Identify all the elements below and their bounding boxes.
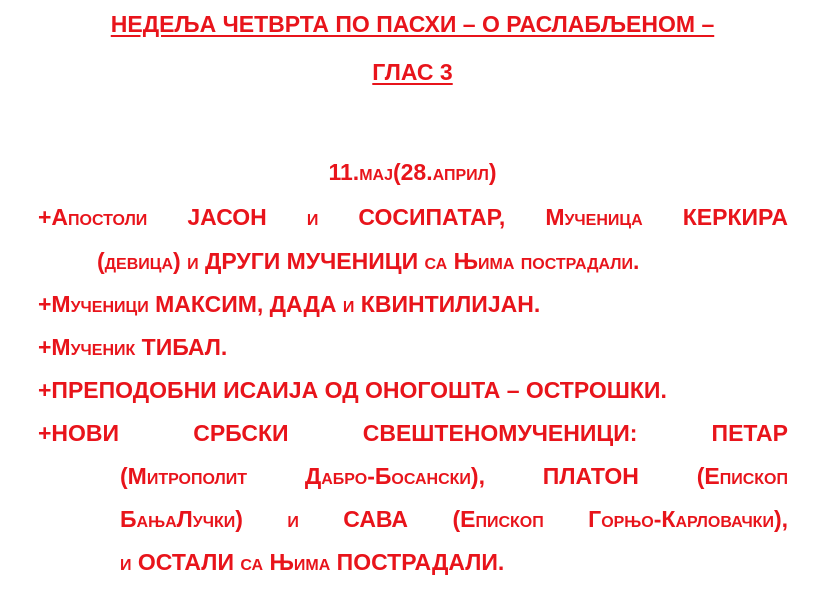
entry-5-word: СВЕШТЕНОМУЧЕНИЦИ:	[362, 420, 638, 446]
entry-5-word: ПЕТАР	[711, 420, 788, 446]
entry-5-word: ПЛАТОН	[542, 463, 639, 489]
entry-5-word: САВА	[343, 506, 409, 532]
entry-5-word: и	[287, 506, 299, 532]
entry-4-line-1: +ПРЕПОДОБНИ ИСАИЈА ОД ОНОГОШТА – ОСТРОШКИ.	[38, 377, 667, 403]
entry-1-word: КЕРКИРА	[682, 204, 788, 230]
entry-5-line-3	[120, 505, 788, 533]
title-line-1: НЕДЕЉА ЧЕТВРТА ПО ПАСХИ – О РАСЛАБЉЕНОМ –	[110, 11, 715, 37]
entry-5-word: +НОВИ	[38, 420, 120, 446]
entry-5-line-1	[38, 419, 788, 447]
entry-1-word: +Апостоли	[38, 204, 148, 230]
entry-5-word: Дабро-Босански),	[304, 463, 485, 489]
title-line-2: ГЛАС 3	[372, 59, 453, 85]
entry-5-word: (Епископ	[696, 463, 788, 489]
entry-1-line-1	[38, 203, 788, 231]
entry-5-line-2	[120, 462, 788, 490]
entry-5-word: Горњо-Карловачки),	[588, 506, 788, 532]
entry-1-word: СОСИПАТАР,	[358, 204, 506, 230]
date-line: 11.мај(28.април)	[328, 159, 497, 185]
entry-1-word: и	[306, 204, 319, 230]
entry-1-line-2: (девица) и ДРУГИ МУЧЕНИЦИ са Њима пострадали.	[97, 248, 640, 274]
entry-1-word: Мученица	[545, 204, 643, 230]
entry-5-line-4: и ОСТАЛИ са Њима ПОСТРАДАЛИ.	[120, 549, 505, 575]
entry-5-word: БањаЛучки)	[120, 506, 243, 532]
entry-5-word: (Епископ	[452, 506, 544, 532]
entry-5-word: (Митрополит	[120, 463, 248, 489]
entry-1-word: ЈАСОН	[187, 204, 267, 230]
entry-5-word: СРБСКИ	[193, 420, 289, 446]
entry-3-line-1: +Мученик ТИБАЛ.	[38, 334, 228, 360]
entry-2-line-1: +Мученици МАКСИМ, ДАДА и КВИНТИЛИЈАН.	[38, 291, 541, 317]
